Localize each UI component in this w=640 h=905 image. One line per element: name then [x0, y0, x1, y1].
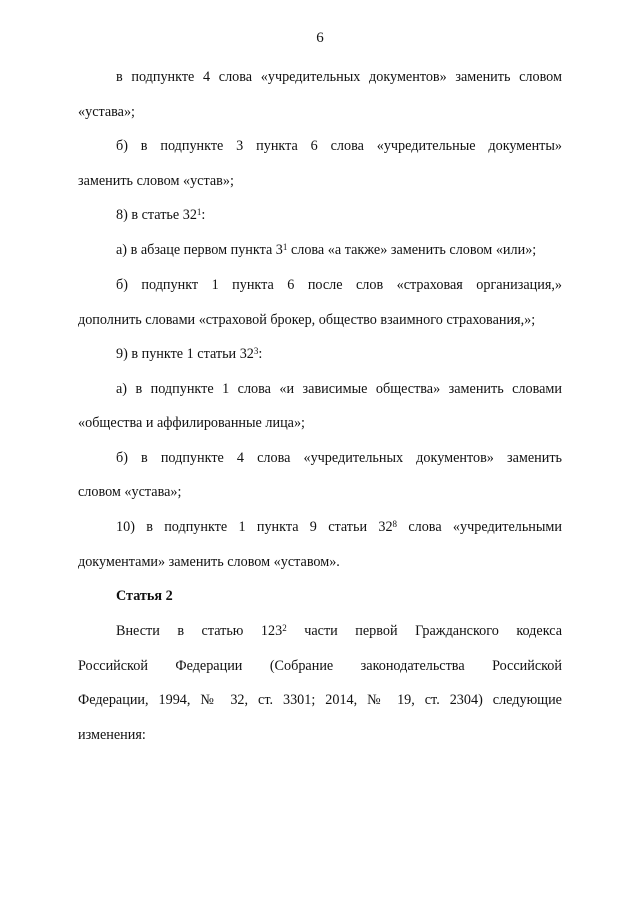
text-fragment: Статья 2: [116, 588, 173, 604]
text-line: [116, 137, 562, 155]
text-line: [116, 241, 562, 259]
superscript-index: 3: [253, 346, 259, 356]
text-line: [78, 172, 562, 190]
text-fragment: б) в подпункте 3 пункта 6 слова «учредительные документы»: [116, 138, 562, 154]
text-fragment: в подпункте 4 слова «учредительных документов» заменить словом: [116, 69, 562, 85]
text-line: [78, 103, 562, 121]
text-line: [116, 345, 562, 363]
text-fragment: слова «учредительными: [397, 519, 562, 535]
text-fragment: Российской Федерации (Собрание законодательства Российской: [78, 658, 562, 674]
text-line: [116, 518, 562, 536]
text-line: [78, 691, 562, 709]
text-fragment: а) в абзаце первом пункта 3: [116, 242, 283, 258]
superscript-index: 8: [392, 519, 398, 529]
text-line: [78, 483, 562, 501]
text-fragment: а) в подпункте 1 слова «и зависимые общества» заменить словами: [116, 381, 562, 397]
text-fragment: части первой Гражданского кодекса: [286, 623, 563, 639]
text-line: [78, 726, 562, 744]
article-heading: [116, 587, 562, 605]
text-fragment: «общества и аффилированные лица»;: [78, 415, 305, 431]
text-fragment: :: [258, 346, 263, 362]
text-fragment: изменения:: [78, 727, 146, 743]
text-line: [78, 553, 562, 571]
text-line: [116, 206, 562, 224]
page-number: 6: [316, 30, 324, 46]
text-line: [78, 414, 562, 432]
text-fragment: документами» заменить словом «уставом».: [78, 554, 340, 570]
text-fragment: 10) в подпункте 1 пункта 9 статьи 32: [116, 519, 393, 535]
superscript-index: 2: [282, 623, 287, 633]
text-fragment: словом «устава»;: [78, 484, 182, 500]
text-fragment: 9) в пункте 1 статьи 32: [116, 346, 254, 362]
superscript-index: 1: [282, 242, 288, 252]
text-line: [116, 622, 562, 640]
text-fragment: заменить словом «устав»;: [78, 173, 234, 189]
text-fragment: Внести в статью 123: [116, 623, 283, 639]
text-fragment: «устава»;: [78, 104, 135, 120]
text-line: [116, 449, 562, 467]
text-line: [116, 68, 562, 86]
text-fragment: слова «а также» заменить словом «или»;: [287, 242, 537, 258]
text-fragment: б) подпункт 1 пункта 6 после слов «страховая организация,»: [116, 277, 562, 293]
text-fragment: Федерации, 1994, № 32, ст. 3301; 2014, № 19, ст. 2304) следующие: [78, 692, 562, 708]
text-fragment: 8) в статье 32: [116, 207, 197, 223]
text-line: [116, 276, 562, 294]
text-fragment: :: [201, 207, 206, 223]
text-fragment: дополнить словами «страховой брокер, общество взаимного страхования,»;: [78, 312, 536, 328]
superscript-index: 1: [196, 207, 202, 217]
text-line: [78, 657, 562, 675]
text-line: [116, 380, 562, 398]
text-fragment: б) в подпункте 4 слова «учредительных документов» заменить: [116, 450, 562, 466]
text-line: [78, 311, 562, 329]
